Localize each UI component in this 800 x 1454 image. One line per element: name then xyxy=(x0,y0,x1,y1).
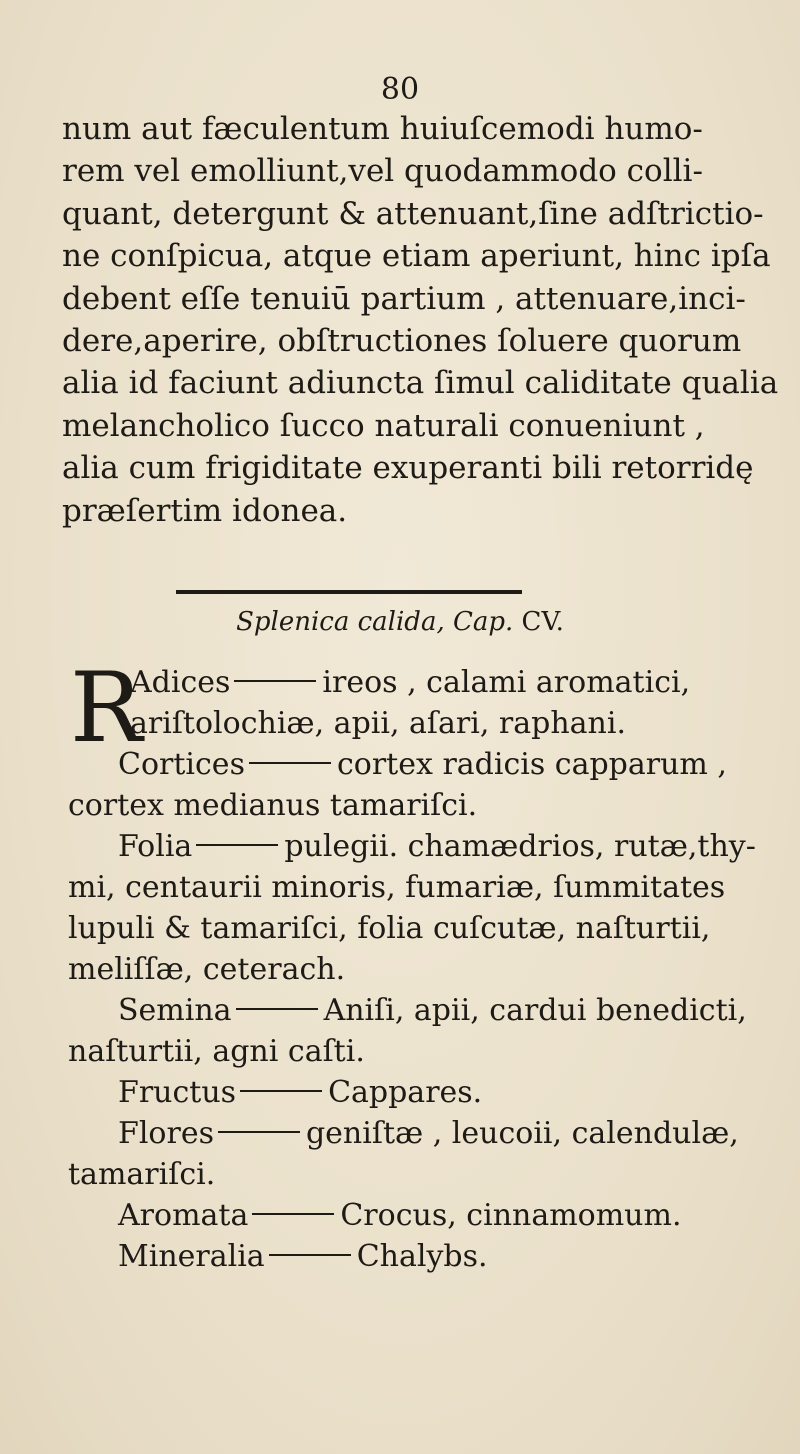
list-item xyxy=(68,1154,788,1195)
list-item xyxy=(68,867,788,908)
entry-text: Aniſi, apii, cardui benedicti, xyxy=(323,993,747,1028)
entry-label: Flores xyxy=(118,1116,214,1151)
entry-text: cortex medianus tamariſci. xyxy=(68,788,478,823)
section-title-text: Splenica calida, Cap. xyxy=(236,607,514,637)
list-item xyxy=(68,1072,788,1113)
drop-cap: R xyxy=(70,652,143,764)
entry-label: Mineralia xyxy=(118,1239,265,1274)
chapter-number: CV. xyxy=(521,607,564,637)
list-item xyxy=(68,990,788,1031)
paragraph-line: alia id faciunt adiuncta ſimul caliditate qualia xyxy=(62,365,779,402)
entry-label: Semina xyxy=(118,993,232,1028)
paragraph-line: quant, detergunt & attenuant,ſine adſtrictio- xyxy=(62,195,764,232)
entry-label: Adices xyxy=(130,665,231,700)
paragraph-line: dere,aperire, obſtructiones ſoluere quorum xyxy=(62,323,742,360)
body-paragraph xyxy=(62,108,782,532)
dash-rule xyxy=(269,1254,351,1256)
list-item xyxy=(68,785,788,826)
ingredient-list xyxy=(68,652,788,1277)
entry-text: mi, centaurii minoris, fumariæ, ſummitates xyxy=(68,870,726,905)
entry-label: Cortices xyxy=(118,747,245,782)
dash-rule xyxy=(236,1008,318,1010)
entry-text: cortex radicis capparum , xyxy=(336,747,727,782)
list-item xyxy=(68,744,788,785)
paragraph-line: melancholico ſucco naturali conueniunt , xyxy=(62,407,705,444)
entry-text: lupuli & tamariſci, folia cuſcutæ, naſturtii, xyxy=(68,911,711,946)
list-item xyxy=(68,1031,788,1072)
list-item xyxy=(68,662,788,703)
entry-label: Folia xyxy=(118,829,193,864)
list-item xyxy=(68,949,788,990)
paragraph-line: num aut fæculentum huiuſcemodi humo- xyxy=(62,111,703,147)
dash-rule xyxy=(249,762,331,764)
entry-text: ireos , calami aromatici, xyxy=(322,665,691,700)
entry-text: pulegii. chamædrios, rutæ,thy- xyxy=(284,829,756,864)
dash-rule xyxy=(240,1090,322,1092)
paragraph-line: alia cum frigiditate exuperanti bili retorridę xyxy=(62,450,754,487)
paragraph-line: debent eſſe tenuiū partium , attenuare,inci- xyxy=(62,280,746,317)
entry-text: Crocus, cinnamomum. xyxy=(340,1198,682,1233)
list-item xyxy=(68,908,788,949)
dash-rule xyxy=(218,1131,300,1133)
entry-label: Fructus xyxy=(118,1075,237,1110)
entry-text: tamariſci. xyxy=(68,1157,216,1192)
paragraph-line: rem vel emolliunt,vel quodammodo colli- xyxy=(62,153,703,190)
paragraph-line: ne conſpicua, atque etiam aperiunt, hinc ipſa xyxy=(62,238,771,275)
paragraph-line: præſertim idonea. xyxy=(62,492,348,529)
list-item xyxy=(68,1113,788,1154)
dash-rule xyxy=(252,1213,334,1215)
entry-text: Cappares. xyxy=(328,1075,483,1110)
entry-text: Chalybs. xyxy=(356,1239,488,1274)
list-item xyxy=(68,1195,788,1236)
list-item xyxy=(68,826,788,867)
section-divider xyxy=(176,590,522,594)
entry-label: Aromata xyxy=(118,1198,249,1233)
section-title xyxy=(0,604,800,640)
entry-text: naſturtii, agni caſti. xyxy=(68,1034,365,1069)
entry-text: geniſtæ , leucoii, calendulæ, xyxy=(305,1116,739,1151)
list-item xyxy=(68,703,788,744)
entry-text: ariſtolochiæ, apii, aſari, raphani. xyxy=(130,706,627,741)
page-number: 80 xyxy=(380,72,420,107)
list-item xyxy=(68,1236,788,1277)
dash-rule xyxy=(234,680,316,682)
entry-text: meliſſæ, ceterach. xyxy=(68,952,346,987)
dash-rule xyxy=(196,844,278,846)
